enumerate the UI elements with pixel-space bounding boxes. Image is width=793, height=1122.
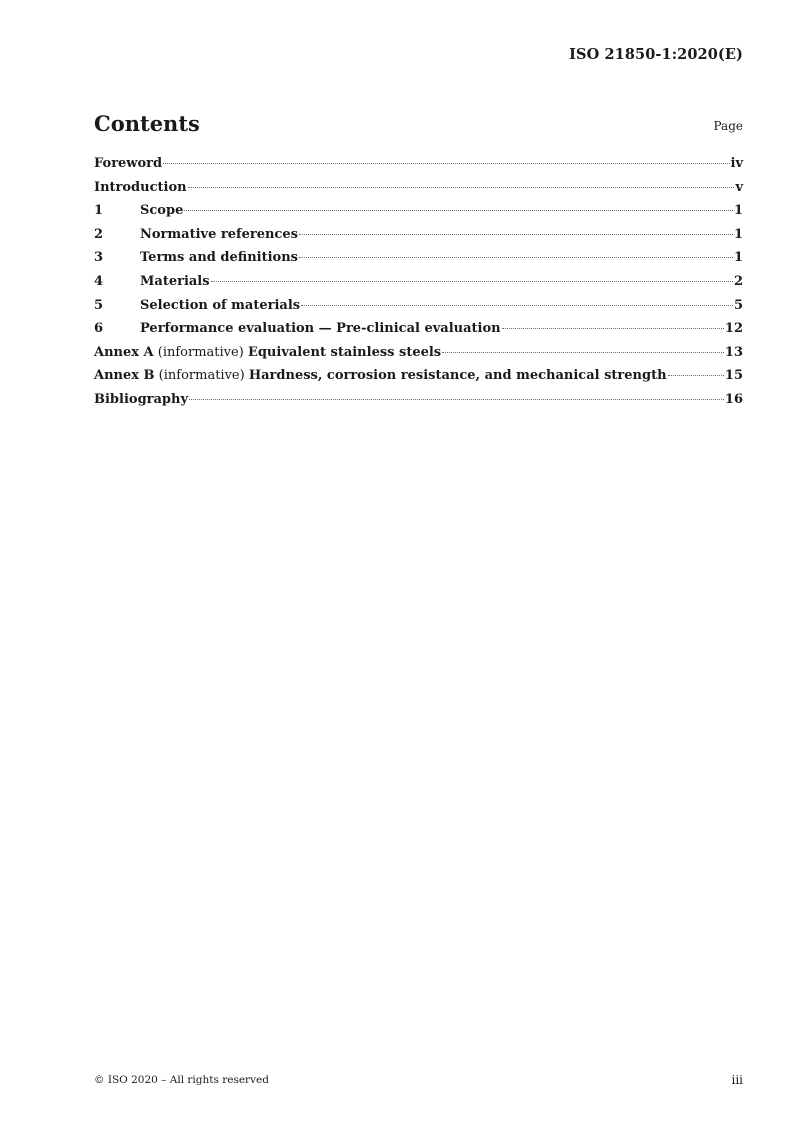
toc-entry-title: Hardness, corrosion resistance, and mechanical strength <box>248 368 667 384</box>
dot-leader <box>189 399 724 400</box>
toc-entry-number: 2 <box>94 226 104 242</box>
toc-entry-title: Scope <box>140 203 184 219</box>
toc-entry-title: Selection of materials <box>140 297 301 313</box>
annex-label: Annex A <box>94 344 154 360</box>
toc-entry-materials[interactable] <box>94 274 743 298</box>
annex-qualifier: (informative) <box>158 368 245 384</box>
toc-entry-introduction[interactable] <box>94 180 743 204</box>
document-id: ISO 21850-1:2020(E) <box>569 46 743 63</box>
toc-entry-normative-references[interactable] <box>94 227 743 251</box>
toc-entry-selection-of-materials[interactable] <box>94 298 743 322</box>
dot-leader <box>184 210 733 211</box>
toc-entry-scope[interactable] <box>94 203 743 227</box>
dot-leader <box>668 375 724 376</box>
footer-page-number: iii <box>731 1073 743 1087</box>
toc-entry-title: Normative references <box>140 226 298 242</box>
toc-entry-number: 5 <box>94 297 104 313</box>
dot-leader <box>299 257 733 258</box>
toc-entry-performance-evaluation[interactable] <box>94 321 743 345</box>
toc-entry-title: Introduction <box>94 179 187 195</box>
toc-entry-page: 12 <box>724 321 743 337</box>
dot-leader <box>502 328 724 329</box>
toc-entry-page: 15 <box>724 368 743 384</box>
toc-entry-page: 1 <box>733 203 743 219</box>
toc-entry-title: Equivalent stainless steels <box>247 344 442 360</box>
toc-entry-page: 5 <box>733 297 743 313</box>
contents-heading: Contents <box>94 111 200 136</box>
table-of-contents <box>94 156 743 416</box>
toc-entry-number: 1 <box>94 203 104 219</box>
toc-entry-page: 2 <box>733 273 743 289</box>
toc-entry-title: Performance evaluation — Pre-clinical evaluation <box>140 321 501 337</box>
toc-entry-foreword[interactable] <box>94 156 743 180</box>
toc-entry-bibliography[interactable] <box>94 392 743 416</box>
annex-label: Annex B <box>94 368 155 384</box>
toc-entry-page: 13 <box>724 344 743 360</box>
toc-entry-page: iv <box>730 156 743 171</box>
toc-entry-annex-b[interactable] <box>94 368 743 392</box>
toc-entry-number: 3 <box>94 250 104 266</box>
toc-entry-page: 1 <box>733 226 743 242</box>
toc-entry-annex-title <box>94 368 667 384</box>
toc-entry-title: Foreword <box>94 156 163 171</box>
toc-entry-annex-title <box>94 345 441 361</box>
dot-leader <box>188 187 735 188</box>
annex-qualifier: (informative) <box>157 344 244 360</box>
toc-entry-number: 4 <box>94 273 104 289</box>
toc-entry-page: 16 <box>724 391 743 407</box>
toc-entry-title: Materials <box>140 273 210 289</box>
toc-entry-title: Terms and definitions <box>140 250 298 266</box>
toc-entry-page: 1 <box>733 250 743 266</box>
toc-entry-title: Bibliography <box>94 391 189 407</box>
dot-leader <box>442 352 724 353</box>
dot-leader <box>211 281 733 282</box>
dot-leader <box>299 234 733 235</box>
toc-entry-terms-and-definitions[interactable] <box>94 250 743 274</box>
toc-entry-page: v <box>735 179 743 195</box>
dot-leader <box>163 163 729 164</box>
page-column-label: Page <box>713 119 743 133</box>
footer-copyright: © ISO 2020 – All rights reserved <box>94 1074 269 1086</box>
dot-leader <box>301 305 733 306</box>
toc-entry-annex-a[interactable] <box>94 345 743 369</box>
toc-entry-number: 6 <box>94 321 104 337</box>
